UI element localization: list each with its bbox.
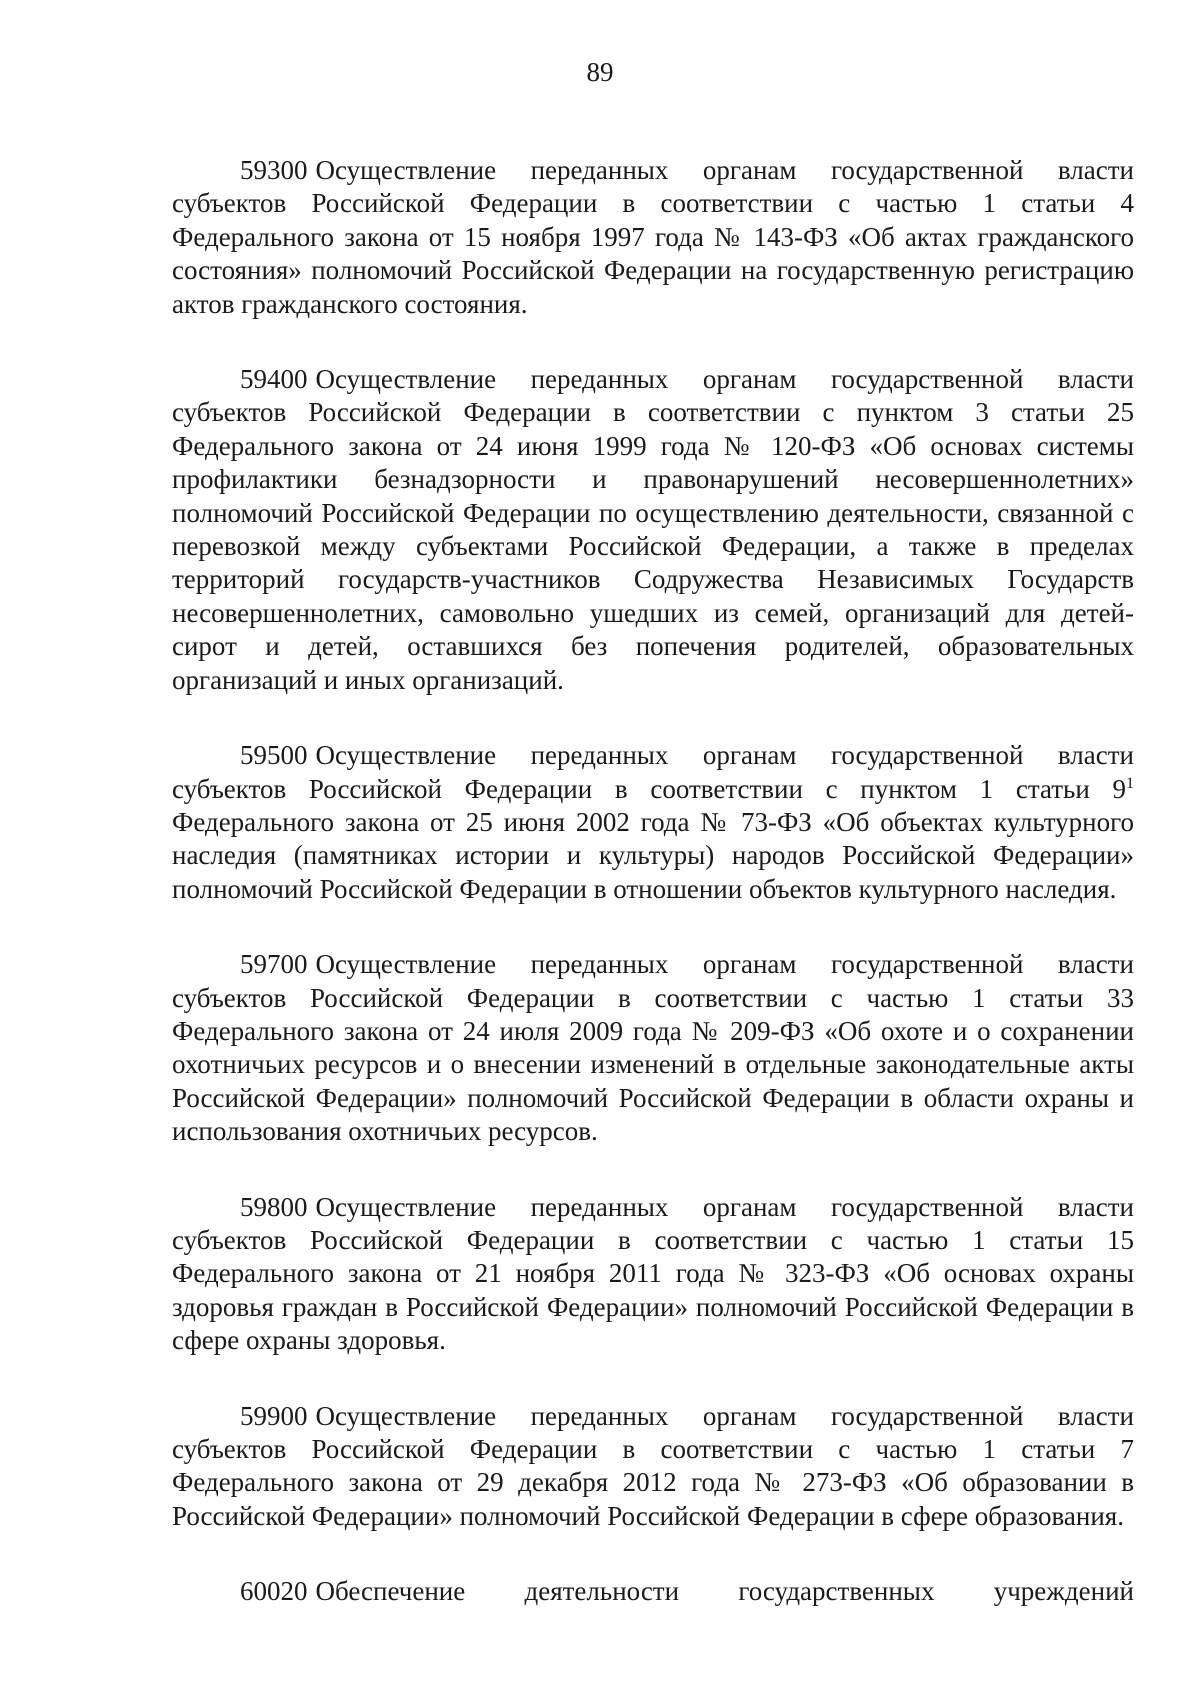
document-body (172, 154, 1134, 1609)
entry-code: 59800 (240, 1191, 308, 1222)
entry-59900 (172, 1400, 1134, 1534)
entry-text: Осуществление переданных органам государственной власти субъектов Российской Федерации в соответствии с частью 1 статьи 15 Федерального закона от 21 ноября 2011 года № 323-ФЗ «Об основах охраны здоровья граждан в Российской Федерации» полномочий Российской Федерации в сфере охраны здоровья. (172, 1191, 1134, 1356)
entry-code: 59300 (240, 155, 308, 185)
entry-text: Обеспечение деятельности государственных учреждений (315, 1576, 1134, 1607)
entry-code: 59500 (240, 740, 308, 771)
entry-59500 (172, 739, 1134, 906)
entry-text: Осуществление переданных органам государственной власти субъектов Российской Федерации в соответствии с пунктом 3 статьи 25 Федерального закона от 24 июня 1999 года № 120-ФЗ «Об основах системы профилактики безнадзорности и правонарушений несовершеннолетних» полномочий Российской Федерации по осуществлению деятельности, связанной с перевозкой между субъектами Российской Федерации, а также в пределах территорий государств-участников Содружества Независимых Государств несовершеннолетних, самовольно ушедших из семей, организаций для детей-сирот и детей, оставшихся без попечения родителей, образовательных организаций и иных организаций. (172, 364, 1134, 695)
entry-text: Осуществление переданных органам государственной власти субъектов Российской Федерации в соответствии с частью 1 статьи 33 Федерального закона от 24 июля 2009 года № 209-ФЗ «Об охоте и о сохранении охотничьих ресурсов и о внесении изменений в отдельные законодательные акты Российской Федерации» полномочий Российской Федерации в области охраны и использования охотничьих ресурсов. (172, 949, 1134, 1147)
entry-code: 59700 (240, 949, 308, 980)
entry-text: Осуществление переданных органам государственной власти субъектов Российской Федерации в соответствии с частью 1 статьи 7 Федерального закона от 29 декабря 2012 года № 273-ФЗ «Об образовании в Российской Федерации» полномочий Российской Федерации в сфере образования. (172, 1400, 1134, 1531)
page-number: 89 (586, 57, 614, 87)
entry-text-part-1: Осуществление переданных органам государственной власти субъектов Российской Федерации в соответствии с пунктом 1 статьи 9 (172, 740, 1134, 804)
entry-code: 60020 (240, 1576, 308, 1607)
entry-superscript: 1 (1126, 774, 1134, 792)
entry-code: 59400 (240, 364, 308, 395)
entry-59800 (172, 1191, 1134, 1358)
entry-text-part-2: Федерального закона от 25 июня 2002 года № 73-ФЗ «Об объектах культурного наследия (памятниках истории и культуры) народов Российской Федерации» полномочий Российской Федерации в отношении объектов культурного наследия. (172, 806, 1134, 904)
entry-59400 (172, 363, 1134, 697)
entry-text: Осуществление переданных органам государственной власти субъектов Российской Федерации в соответствии с частью 1 статьи 4 Федерального закона от 15 ноября 1997 года № 143-ФЗ «Об актах гражданского состояния» полномочий Российской Федерации на государственную регистрацию актов гражданского состояния. (172, 155, 1134, 319)
entry-code: 59900 (240, 1400, 308, 1431)
entry-59700 (172, 948, 1134, 1148)
entry-60020 (172, 1575, 1134, 1608)
entry-59300 (172, 154, 1134, 321)
